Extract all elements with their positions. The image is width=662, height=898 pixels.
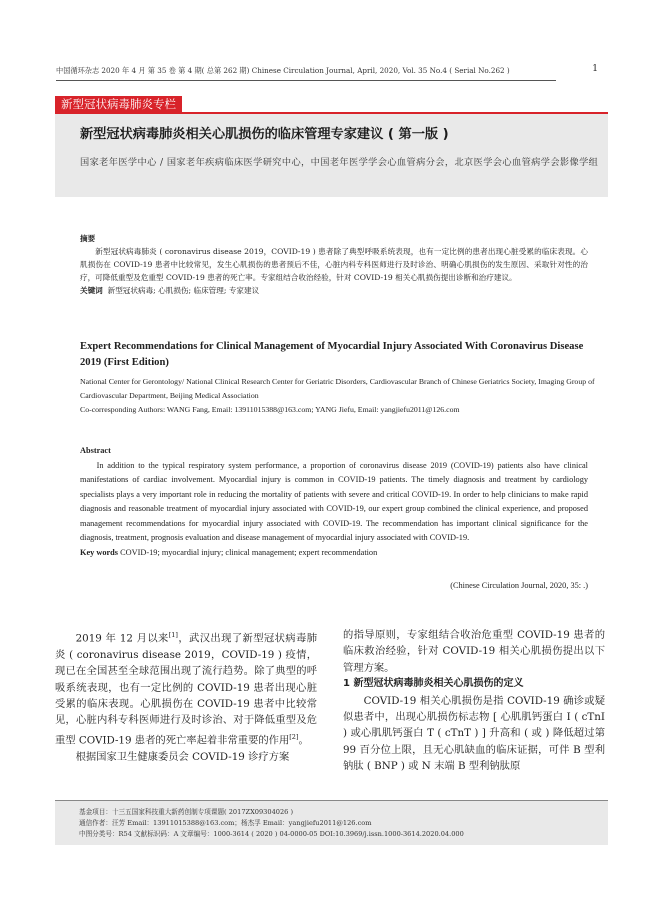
correspondence-note: 通信作者：汪芳 Email：13911015388@163.com；杨杰孚 Email：yangjiefu2011@126.com [79, 819, 372, 827]
keywords-en [80, 546, 588, 561]
keywords-en-text: COVID-19; myocardial injury; clinical management; expert recommendation [120, 547, 378, 557]
body-text: 2019 年 12 月以来 [75, 632, 169, 645]
body-paragraph: 根据国家卫生健康委员会 COVID-19 诊疗方案 [75, 750, 290, 763]
abstract-cn [80, 232, 588, 297]
body-paragraph: 的指导原则，专家组结合收治危重型 COVID-19 患者的临床救治经验，针对 COVID-19 相关心肌损伤提出以下管理方案。 [343, 629, 605, 674]
body-paragraph [55, 627, 317, 749]
abstract-en-text: In addition to the typical respiratory system performance, a proportion of coronavirus disease 2019 (COVID-19) patients also have clinical manifestations of cardiac involvement. Myocardial injury is common in COVID-19 patients. The timely diagnosis and treatment by cardiology specialists plays a very important role in reducing the mortality of patients with severe and critical COVID-19. In order to help clinicians to make rapid diagnosis and reasonable treatment of myocardial injury associated with COVID-19, our expert group combined the clinical experience, and proposed management recommendations for myocardial injury associated with COVID-19. The recommendation has important clinical significance for the diagnosis, treatment, prognosis evaluation and disease management of myocardial injury associated with COVID-19. [80, 460, 588, 542]
section-heading: 1 新型冠状病毒肺炎相关心肌损伤的定义 [343, 678, 524, 690]
column-tag: 新型冠状病毒肺炎专栏 [55, 96, 182, 113]
body-text: ，武汉出现了新型冠状病毒肺炎 ( coronavirus disease 2019，COVID-19 ) 疫情，现已在全国甚至全球范围出现了流行趋势。除了典型的呼吸系统表现，也有一定比例的 COVID-19 患者出现心脏受累的临床表现。心肌损伤在 COVID-19 患者中比较常见，心脏内科专科医师进行及时诊治、对于降低重型及危重型 COVID-19 患者的死亡率起着非常重要的作用 [55, 632, 317, 747]
abstract-en [80, 444, 588, 560]
affiliations: 国家老年医学中心 / 国家老年疾病临床医学研究中心，中国老年医学学会心血管病分会，北京医学会心血管病学会影像学组 [80, 157, 599, 168]
header-rule [56, 80, 556, 81]
article-title: 新型冠状病毒肺炎相关心肌损伤的临床管理专家建议 ( 第一版 ) [80, 127, 449, 142]
body-right-column [343, 627, 605, 775]
funding-note: 基金项目：十三五国家科技重大新药创制专项课题( 2017ZX09304026 ) [79, 808, 294, 816]
keywords-cn-label: 关键词 [80, 286, 103, 295]
title-box [55, 112, 608, 197]
running-header: 中国循环杂志 2020 年 4 月 第 35 卷 第 4 期( 总第 262 期) Chinese Circulation Journal, April, 2020, Vol. 35 No.4 ( Serial No.262 ) [56, 66, 510, 75]
keywords-en-label: Key words [80, 547, 119, 557]
keywords-cn [80, 284, 588, 297]
corresponding-authors: Co-corresponding Authors: WANG Fang, Email: 13911015388@163.com; YANG Jiefu, Email: yangjiefu2011@126.com [80, 405, 460, 414]
reference-link[interactable]: [2] [289, 732, 299, 741]
english-affiliation: National Center for Gerontology/ National Clinical Research Center for Geriatric Disorders, Cardiovascular Branch of Chinese Geriatrics Society, Imaging Group of Cardiovascular Department, Beijing Medical Association [80, 377, 595, 400]
english-title: Expert Recommendations for Clinical Management of Myocardial Injury Associated With Coronavirus Disease 2019 (First Edition) [80, 341, 584, 368]
reference-link[interactable]: [1] [168, 631, 178, 639]
footnote-box [55, 801, 608, 845]
english-affiliation-block [80, 375, 600, 417]
footnote [79, 807, 464, 840]
body-text: 。 [298, 734, 309, 747]
citation: (Chinese Circulation Journal, 2020, 35: .) [450, 581, 588, 590]
keywords-cn-text: 新型冠状病毒; 心肌损伤; 临床管理; 专家建议 [107, 286, 260, 295]
abstract-en-heading: Abstract [80, 446, 111, 455]
abstract-cn-heading: 摘要 [80, 234, 96, 243]
classification-note: 中图分类号：R54 文献标识码：A 文章编号：1000-3614 ( 2020 ) 04-0000-05 DOI:10.3969/j.issn.1000-3614.2020.04.000 [79, 830, 464, 838]
body-paragraph: COVID-19 相关心肌损伤是指 COVID-19 确诊或疑似患者中，出现心肌损伤标志物 [ 心肌肌钙蛋白 I ( cTnI ) 或心肌肌钙蛋白 T ( cTnT ) ] 升高和 ( 或 ) 降低超过第 99 百分位上限，且无心肌缺血的临床证据，可伴 B 型利钠肽 ( BNP ) 或 N 末端 B 型利钠肽原 [343, 694, 605, 773]
body-left-column [55, 627, 317, 765]
abstract-cn-text: 新型冠状病毒肺炎 ( coronavirus disease 2019，COVID-19 ) 患者除了典型呼吸系统表现，也有一定比例的患者出现心脏受累的临床表现。心肌损伤在 COVID-19 患者中比较常见，发生心肌损伤的患者预后不佳，心脏内科专科医师进行及时诊治、明确心肌损伤的发生原因、采取针对性的治疗，可降低重型及危重型 COVID-19 患者的死亡率。专家组结合收治经验，针对 COVID-19 相关心肌损伤提出诊断和治疗建议。 [80, 247, 588, 282]
page-number: 1 [592, 64, 598, 74]
